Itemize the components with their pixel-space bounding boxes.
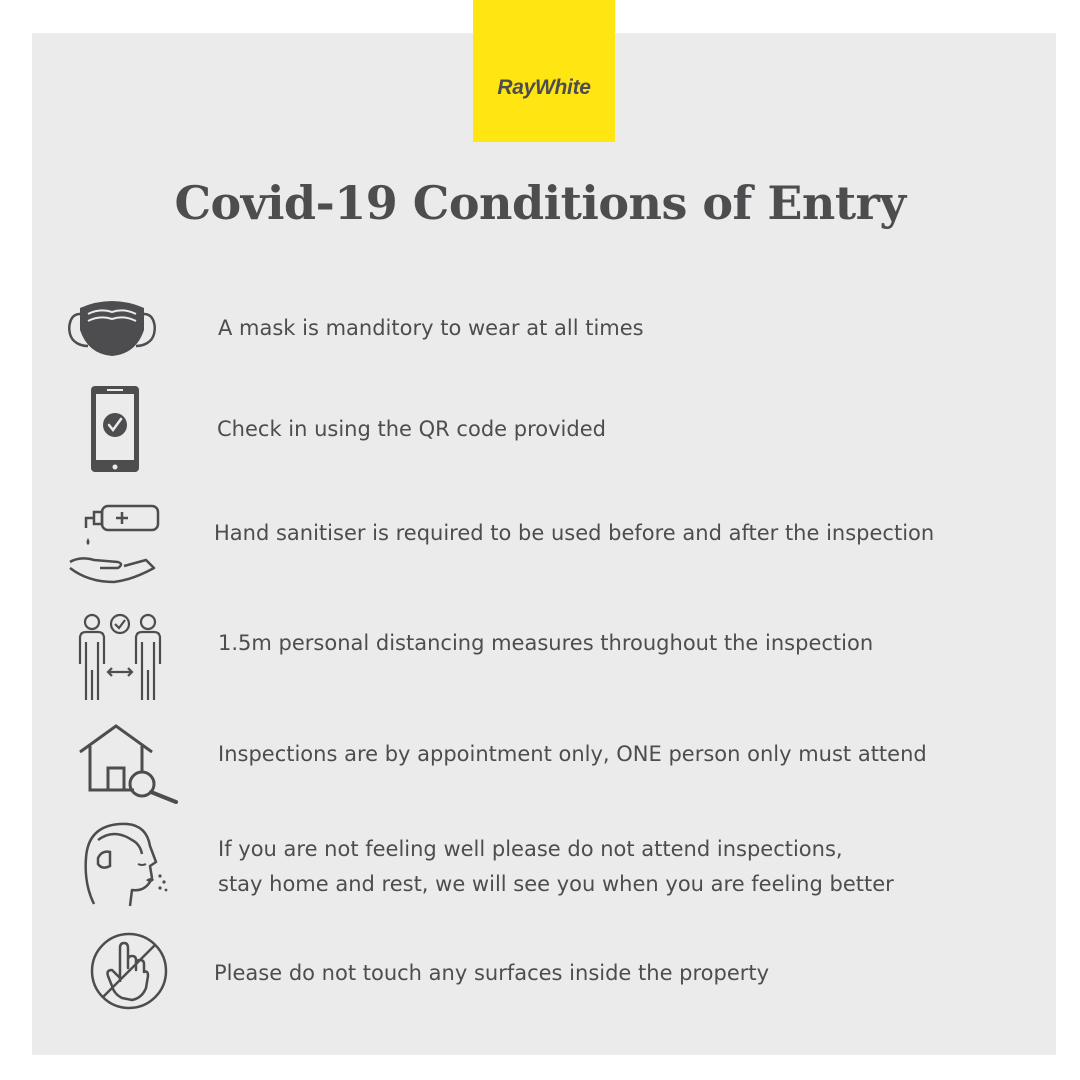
phone-check-icon xyxy=(89,384,141,474)
social-distancing-icon xyxy=(74,612,166,704)
no-touch-icon xyxy=(88,930,170,1012)
condition-text: Please do not touch any surfaces inside the property xyxy=(214,961,770,985)
condition-text: Hand sanitiser is required to be used before and after the inspection xyxy=(214,521,935,545)
condition-text: 1.5m personal distancing measures throughout the inspection xyxy=(218,631,874,655)
hand-sanitiser-icon xyxy=(68,502,160,594)
house-inspection-icon xyxy=(78,722,180,804)
condition-text: Check in using the QR code provided xyxy=(217,417,606,441)
ray-white-logo xyxy=(473,0,615,142)
condition-text: A mask is manditory to wear at all times xyxy=(218,316,644,340)
condition-text: Inspections are by appointment only, ONE person only must attend xyxy=(218,742,927,766)
page-title: Covid-19 Conditions of Entry xyxy=(174,176,906,230)
face-mask-icon xyxy=(66,296,158,358)
condition-text: If you are not feeling well please do not attend inspections, stay home and rest, we will see you when you are feeling better xyxy=(218,837,894,896)
sick-person-icon xyxy=(80,818,170,910)
logo-text: RayWhite xyxy=(497,76,591,99)
